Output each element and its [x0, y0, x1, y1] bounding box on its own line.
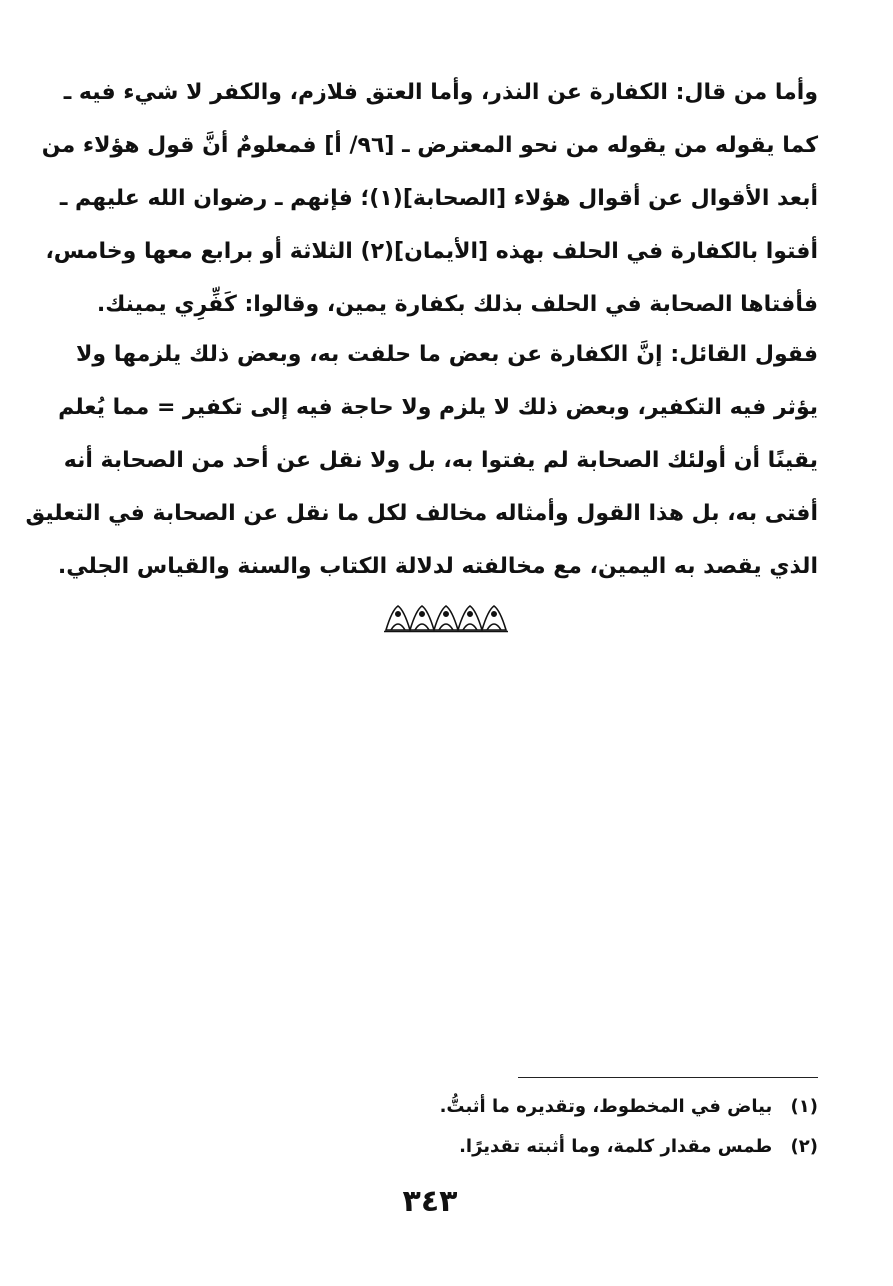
paragraph-line: أبعد الأقوال عن أقوال هؤلاء [الصحابة](١)؛ فإنهم ـ رضوان الله عليهم ـ	[59, 186, 818, 211]
paragraph-line: كما يقوله من يقوله من نحو المعترض ـ [٩٦/ أ] فمعلومٌ أنَّ قول هؤلاء من	[41, 133, 818, 158]
paragraph-lead: فقول القائل:	[670, 342, 818, 367]
footnote-2	[300, 1128, 818, 1166]
footnote-divider	[518, 1077, 818, 1078]
paragraph-line: يؤثر فيه التكفير، وبعض ذلك لا يلزم ولا حاجة فيه إلى تكفير = مما يُعلم	[58, 395, 818, 420]
paragraph-first-line	[76, 328, 818, 381]
paragraph-1	[41, 66, 818, 331]
paragraph-line: الذي يقصد به اليمين، مع مخالفته لدلالة الكتاب والسنة والقياس الجلي.	[57, 554, 818, 579]
paragraph-line: أفتوا بالكفارة في الحلف بهذه [الأيمان](٢) الثلاثة أو برابع معها وخامس،	[45, 239, 818, 264]
page-number: ٣٤٣	[402, 1184, 458, 1219]
footnote-number: (٢)	[790, 1136, 818, 1157]
paragraph-line: أفتى به، بل هذا القول وأمثاله مخالف لكل ما نقل عن الصحابة في التعليق	[25, 501, 818, 526]
paragraph-line-text: إنَّ الكفارة عن بعض ما حلفت به، وبعض ذلك يلزمها ولا	[76, 342, 671, 367]
footnote-1	[300, 1088, 818, 1126]
footnote-number: (١)	[790, 1096, 818, 1117]
footnote-text: بياض في المخطوط، وتقديره ما أثبتُّ.	[439, 1096, 773, 1117]
paragraph-line: فأفتاها الصحابة في الحلف بذلك بكفارة يمين، وقالوا: كَفِّرِي يمينك.	[96, 292, 818, 317]
section-ornament	[382, 604, 510, 634]
footnote-text: طمس مقدار كلمة، وما أثبته تقديرًا.	[459, 1136, 773, 1157]
paragraph-line: يقينًا أن أولئك الصحابة لم يفتوا به، بل ولا نقل عن أحد من الصحابة أنه	[63, 448, 818, 473]
paragraph-2	[25, 328, 818, 593]
paragraph-line: وأما من قال: الكفارة عن النذر، وأما العتق فلازم، والكفر لا شيء فيه ـ	[63, 80, 818, 105]
